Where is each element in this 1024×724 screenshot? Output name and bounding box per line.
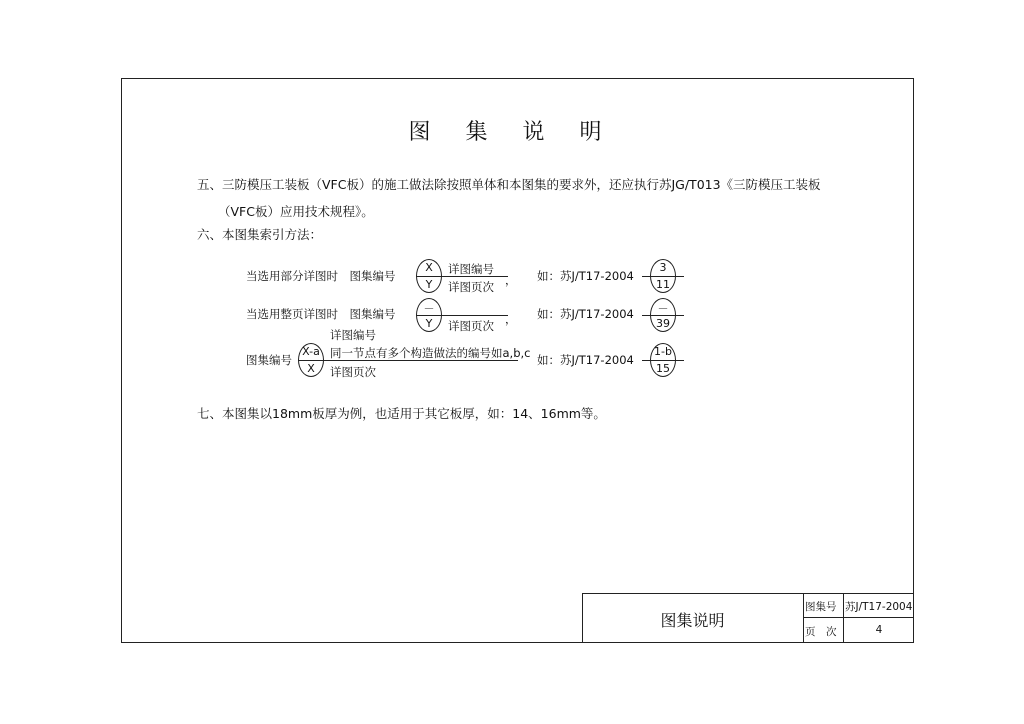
index-row1-bottom: Y [425,278,433,291]
index-row3-label: 图集编号 [246,353,292,367]
index-row3-mid-note: 同一节点有多个构造做法的编号如a,b,c [330,346,531,360]
para5-line2: （VFC板）应用技术规程》。 [218,204,374,219]
index-row1-bottom-note: 详图页次 [448,280,494,294]
index-row2-comma: ， [505,312,517,326]
title-block-divider-v1 [803,593,804,643]
index-row3-example-divider [642,360,684,361]
title-block-page-label: 页 次 [805,626,837,638]
page-title: 图 集 说 明 [408,120,616,145]
index-row2-top: － [423,302,435,315]
para7: 七、本图集以18mm板厚为例，也适用于其它板厚，如：14、16mm等。 [197,406,606,421]
para6-heading: 六、本图集索引方法： [197,227,323,242]
index-row1-top-note: 详图编号 [448,262,494,276]
index-row1-example-bottom: 11 [656,278,670,291]
index-row1-example-divider [642,276,684,277]
index-row3-bottom-note: 详图页次 [330,365,376,379]
index-row2-example-top: － [657,302,669,315]
index-row1-example-top: 3 [659,261,667,274]
title-block-atlas-value: 苏J/T17-2004 [845,601,913,613]
index-row1-comma: ， [505,273,517,287]
index-row3-bottom: X [307,362,315,375]
index-row3-example-bottom: 15 [656,362,670,375]
title-block-page-value: 4 [875,624,883,636]
para5-line1: 五、三防模压工装板（VFC板）的施工做法除按照单体和本图集的要求外，还应执行苏JG/T013《三防模压工装板 [197,177,821,192]
index-row1-label: 当选用部分详图时 图集编号 [246,269,396,283]
index-row2-bottom: Y [425,317,433,330]
title-block-name: 图集说明 [660,611,725,630]
index-row3-above-note: 详图编号 [330,328,376,342]
index-row2-label: 当选用整页详图时 图集编号 [246,307,396,321]
index-row3-top: X-a [302,345,320,358]
index-row3-example-top: 1-b [654,345,672,358]
index-row2-example: 如：苏J/T17-2004 [537,307,634,321]
index-row1-top: X [425,261,433,274]
title-block-divider-h [803,617,914,618]
title-block-atlas-label: 图集号 [805,601,837,613]
index-row1-example: 如：苏J/T17-2004 [537,269,634,283]
index-row3-example: 如：苏J/T17-2004 [537,353,634,367]
index-row2-example-bottom: 39 [656,317,670,330]
index-row2-bottom-note: 详图页次 [448,319,494,333]
